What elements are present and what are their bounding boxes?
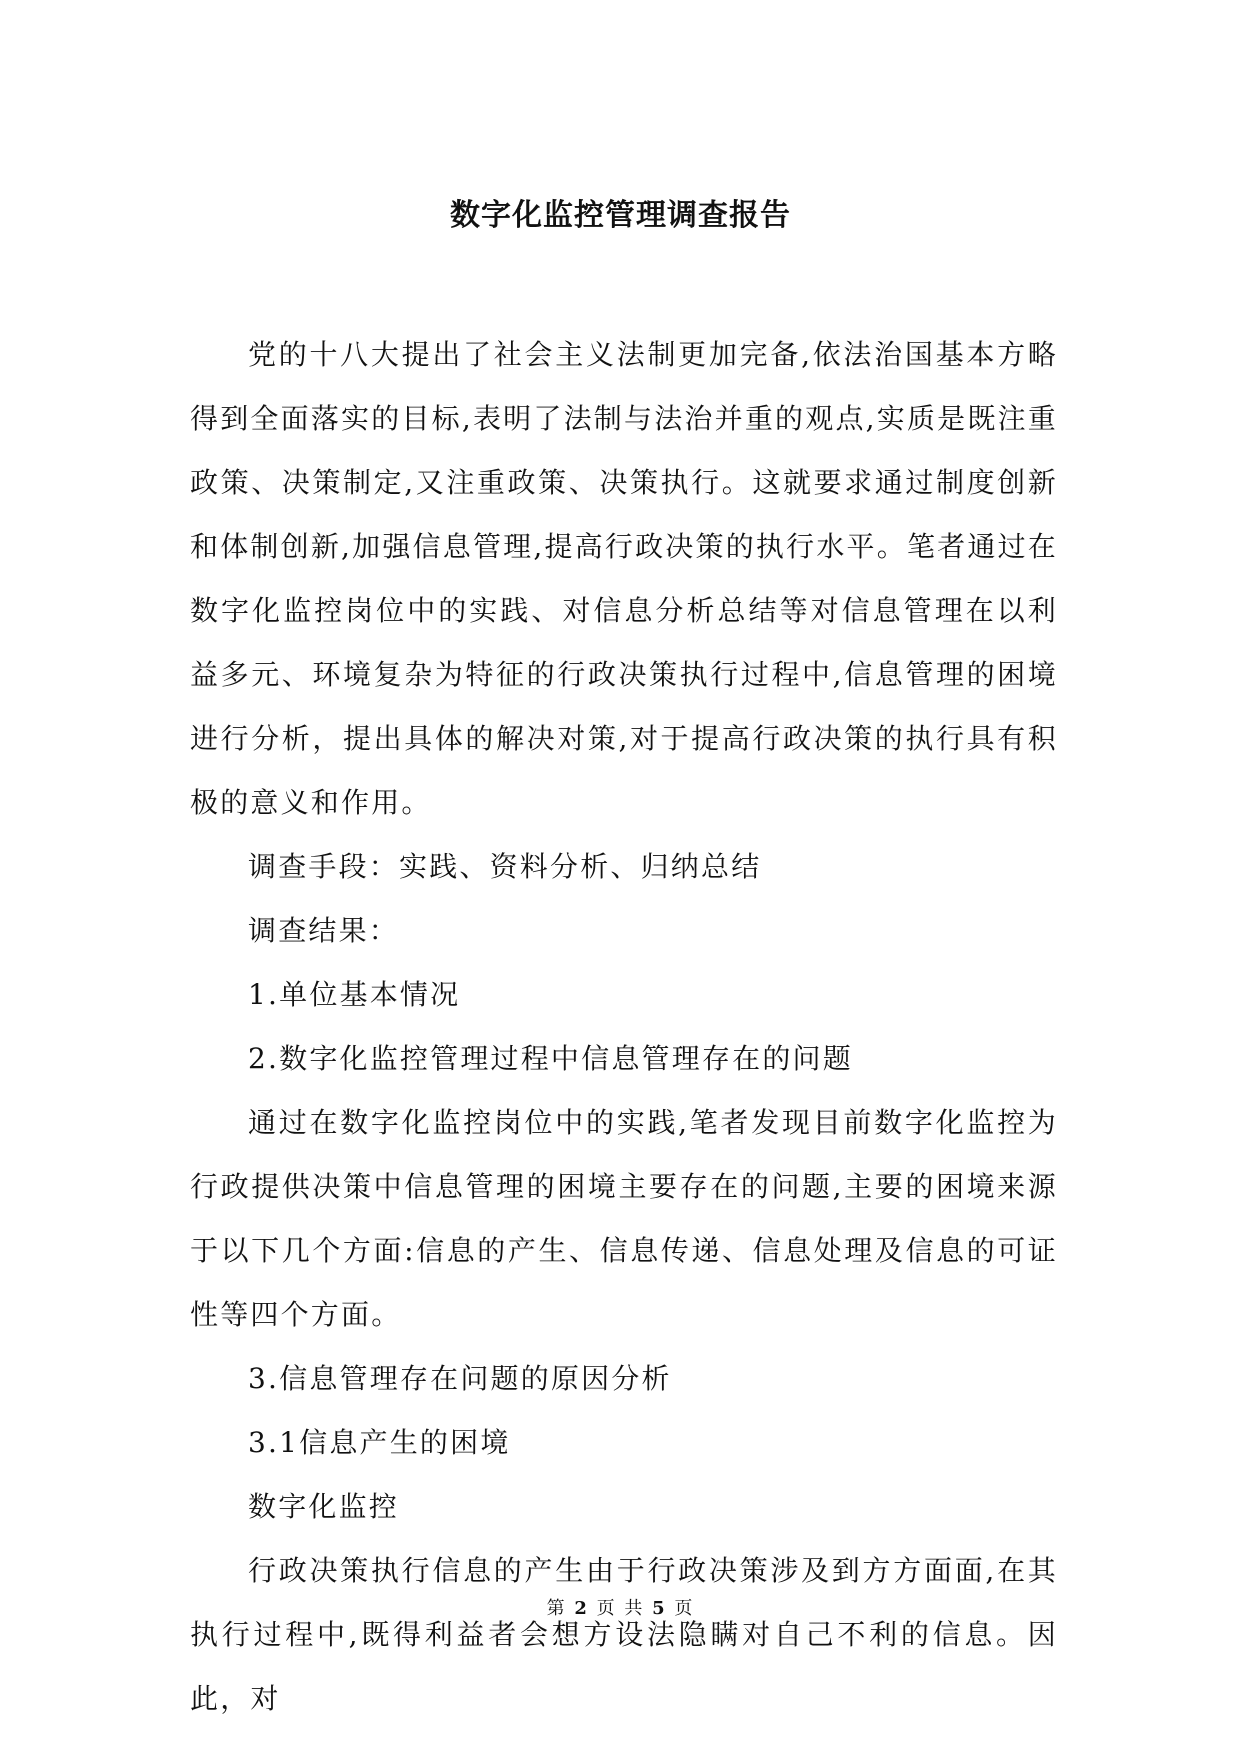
section-heading-2: 2.数字化监控管理过程中信息管理存在的问题 — [248, 1042, 853, 1075]
footer-prefix: 第 — [546, 1598, 567, 1619]
paragraph-execution: 行政决策执行信息的产生由于行政决策涉及到方方面面,在其执行过程中,既得利益者会想方设法隐瞒对自己不利的信息。因此，对 — [190, 1554, 1058, 1715]
section-heading-3-1: 3.1信息产生的困境 — [248, 1426, 511, 1459]
paragraph-digital-monitoring: 数字化监控 — [248, 1490, 400, 1523]
footer-middle: 页 共 — [596, 1598, 645, 1619]
footer-page-number: 2 — [574, 1598, 589, 1619]
paragraph-results-heading: 调查结果： — [248, 914, 400, 947]
paragraph-intro: 党的十八大提出了社会主义法制更加完备,依法治国基本方略得到全面落实的目标,表明了法制与法治并重的观点,实质是既注重政策、决策制定,又注重政策、决策执行。这就要求通过制度创新和体制创新,加强信息管理,提高行政决策的执行水平。笔者通过在数字化监控岗位中的实践、对信息分析总结等对信息管理在以利益多元、环境复杂为特征的行政决策执行过程中,信息管理的困境进行分析，提出具体的解决对策,对于提高行政决策的执行具有积极的意义和作用。 — [190, 338, 1058, 819]
footer-suffix: 页 — [674, 1598, 695, 1619]
page-footer — [0, 1597, 1241, 1621]
footer-total-pages: 5 — [652, 1598, 667, 1619]
section-heading-3: 3.信息管理存在问题的原因分析 — [248, 1362, 672, 1395]
document-body — [190, 323, 1058, 1731]
document-title: 数字化监控管理调查报告 — [450, 198, 791, 233]
section-heading-1: 1.单位基本情况 — [248, 978, 461, 1011]
paragraph-method: 调查手段：实践、资料分析、归纳总结 — [248, 850, 762, 883]
paragraph-problems: 通过在数字化监控岗位中的实践,笔者发现目前数字化监控为行政提供决策中信息管理的困境主要存在的问题,主要的困境来源于以下几个方面:信息的产生、信息传递、信息处理及信息的可证性等四个方面。 — [190, 1106, 1058, 1331]
